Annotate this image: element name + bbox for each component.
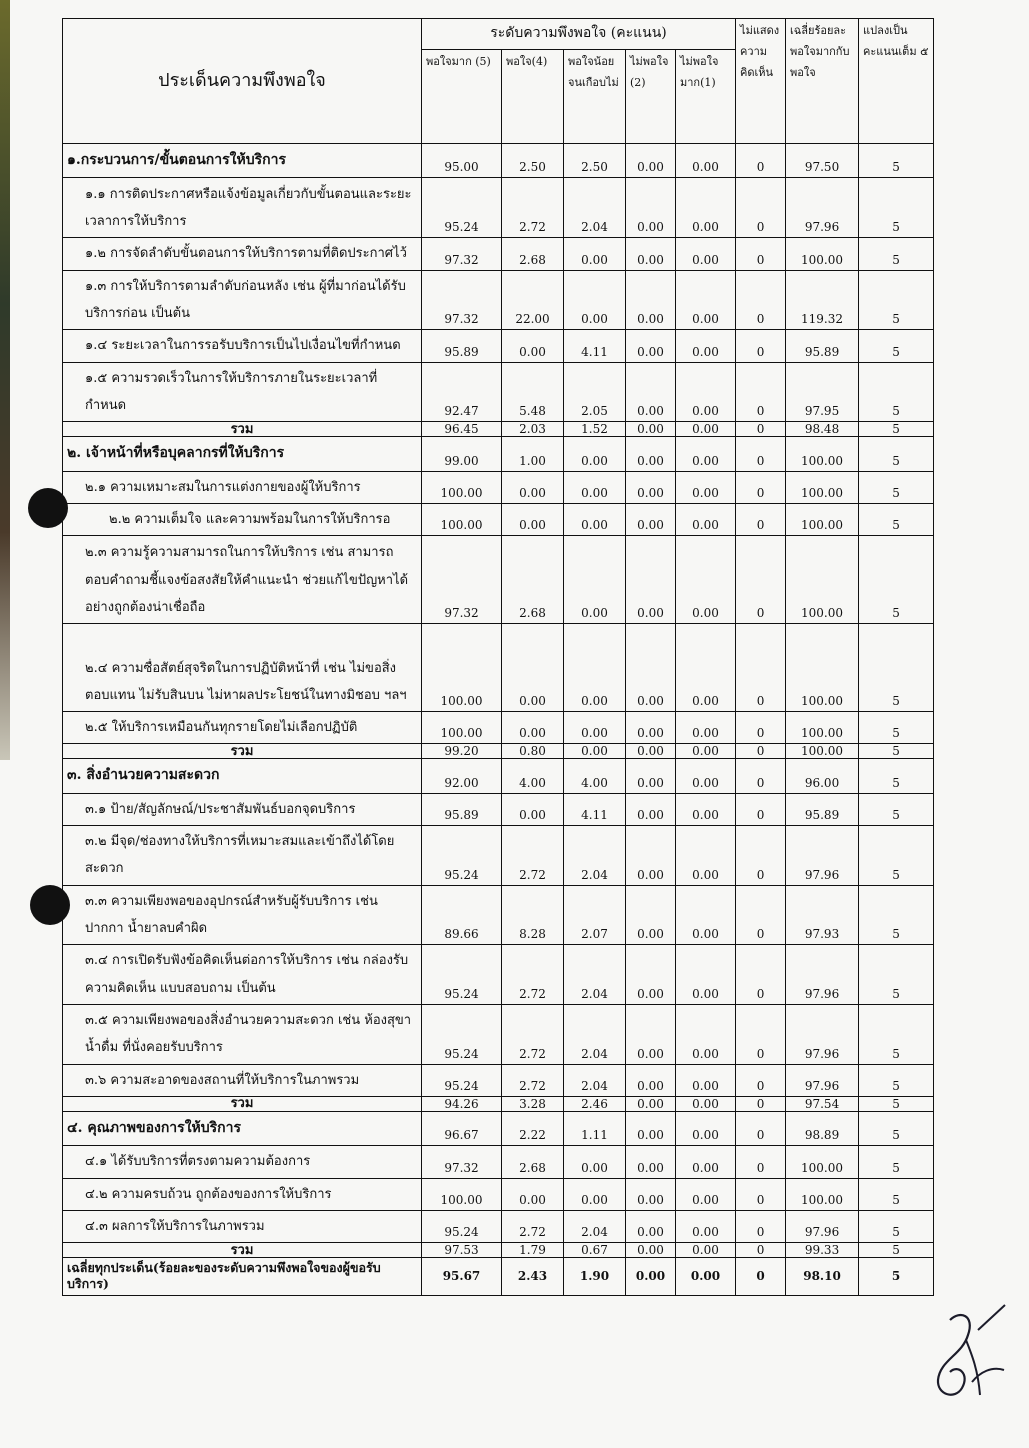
cell-score: 5 [859,945,934,1005]
cell-fair: 2.05 [564,362,626,422]
cell-very-dissatisfied: 0.00 [676,422,736,437]
table-row [63,362,934,422]
cell-satisfied: 2.50 [502,144,564,178]
header-topic: ประเด็นความพึงพอใจ [63,19,422,144]
cell-fair: 2.04 [564,1004,626,1064]
cell-dissatisfied: 0.00 [626,1064,676,1096]
cell-satisfied: 0.00 [502,624,564,712]
cell-very-dissatisfied: 0.00 [676,1064,736,1096]
cell-score: 5 [859,471,934,503]
row-topic: ๑.๔ ระยะเวลาในการรอรับบริการเป็นไปเงื่อนไขที่กำหนด [63,330,422,362]
cell-satisfied: 2.43 [502,1258,564,1296]
table-row [63,330,934,362]
table-row [63,471,934,503]
cell-no-opinion: 0 [736,362,786,422]
table-row [63,1064,934,1096]
cell-very-satisfied: 95.24 [422,1004,502,1064]
cell-satisfied: 1.00 [502,437,564,471]
cell-very-satisfied: 95.24 [422,1210,502,1242]
header-fair: พอใจน้อยจนเกือบไม่ [564,50,626,144]
cell-score: 5 [859,536,934,624]
cell-very-dissatisfied: 0.00 [676,238,736,270]
cell-fair: 1.11 [564,1111,626,1145]
table-section-row [63,144,934,178]
cell-dissatisfied: 0.00 [626,1243,676,1258]
cell-dissatisfied: 0.00 [626,144,676,178]
table-row [63,536,934,624]
cell-score: 5 [859,885,934,945]
cell-fair: 1.90 [564,1258,626,1296]
cell-very-satisfied: 95.89 [422,330,502,362]
cell-very-dissatisfied: 0.00 [676,744,736,759]
cell-very-dissatisfied: 0.00 [676,793,736,825]
table-row [63,885,934,945]
cell-very-satisfied: 95.89 [422,793,502,825]
cell-very-dissatisfied: 0.00 [676,437,736,471]
cell-satisfied: 8.28 [502,885,564,945]
table-row [63,1004,934,1064]
row-topic: รวม [63,1096,422,1111]
cell-fair: 0.67 [564,1243,626,1258]
cell-satisfied: 2.72 [502,826,564,886]
row-topic: ๓.๒ มีจุด/ช่องทางให้บริการที่เหมาะสมและเข้าถึงได้โดยสะดวก [63,826,422,886]
table-row [63,826,934,886]
cell-no-opinion: 0 [736,503,786,535]
cell-fair: 2.07 [564,885,626,945]
table-total-row [63,744,934,759]
cell-average: 119.32 [786,270,859,330]
handwritten-signature [920,1300,1010,1410]
table-row [63,1146,934,1178]
cell-dissatisfied: 0.00 [626,1210,676,1242]
cell-dissatisfied: 0.00 [626,885,676,945]
row-topic: เฉลี่ยทุกประเด็น(ร้อยละของระดับความพึงพอใจของผู้ขอรับบริการ) [63,1258,422,1296]
cell-very-satisfied: 99.00 [422,437,502,471]
cell-no-opinion: 0 [736,238,786,270]
cell-very-dissatisfied: 0.00 [676,1258,736,1296]
cell-dissatisfied: 0.00 [626,422,676,437]
cell-score: 5 [859,1210,934,1242]
row-topic: รวม [63,1243,422,1258]
cell-no-opinion: 0 [736,793,786,825]
header-no-opinion: ไม่แสดงความคิดเห็น [736,19,786,144]
cell-score: 5 [859,1096,934,1111]
cell-fair: 0.00 [564,437,626,471]
row-topic: ๒.๑ ความเหมาะสมในการแต่งกายของผู้ให้บริการ [63,471,422,503]
cell-score: 5 [859,759,934,793]
cell-dissatisfied: 0.00 [626,270,676,330]
cell-average: 97.54 [786,1096,859,1111]
cell-very-satisfied: 92.47 [422,362,502,422]
row-topic: ๔.๑ ได้รับบริการที่ตรงตามความต้องการ [63,1146,422,1178]
cell-average: 97.96 [786,1004,859,1064]
cell-no-opinion: 0 [736,1096,786,1111]
cell-fair: 2.04 [564,1064,626,1096]
cell-very-dissatisfied: 0.00 [676,178,736,238]
cell-average: 97.96 [786,826,859,886]
cell-score: 5 [859,238,934,270]
cell-average: 100.00 [786,238,859,270]
cell-fair: 0.00 [564,1146,626,1178]
row-topic: ๒.๔ ความซื่อสัตย์สุจริตในการปฏิบัติหน้าที่ เช่น ไม่ขอสิ่งตอบแทน ไม่รับสินบน ไม่หาผลประโยชน์ในทางมิชอบ ฯลฯ [63,624,422,712]
cell-no-opinion: 0 [736,624,786,712]
table-row [63,1210,934,1242]
cell-average: 97.95 [786,362,859,422]
table-row [63,238,934,270]
cell-score: 5 [859,712,934,744]
cell-fair: 2.04 [564,1210,626,1242]
cell-very-dissatisfied: 0.00 [676,362,736,422]
row-topic: ๒.๕ ให้บริการเหมือนกันทุกรายโดยไม่เลือกปฏิบัติ [63,712,422,744]
cell-no-opinion: 0 [736,178,786,238]
header-very-satisfied: พอใจมาก (5) [422,50,502,144]
header-average-percent: เฉลี่ยร้อยละพอใจมากกับพอใจ [786,19,859,144]
cell-very-satisfied: 100.00 [422,624,502,712]
table-row [63,793,934,825]
cell-satisfied: 2.72 [502,1210,564,1242]
row-topic: รวม [63,744,422,759]
cell-average: 97.96 [786,178,859,238]
cell-average: 100.00 [786,624,859,712]
cell-average: 100.00 [786,712,859,744]
cell-dissatisfied: 0.00 [626,330,676,362]
header-satisfaction-level: ระดับความพึงพอใจ (คะแนน) [422,19,736,50]
table-body [63,144,934,1296]
cell-fair: 0.00 [564,712,626,744]
row-topic: ๑.๕ ความรวดเร็วในการให้บริการภายในระยะเวลาที่กำหนด [63,362,422,422]
row-topic: ๑.๓ การให้บริการตามลำดับก่อนหลัง เช่น ผู้ที่มาก่อนได้รับบริการก่อน เป็นต้น [63,270,422,330]
cell-average: 100.00 [786,503,859,535]
cell-dissatisfied: 0.00 [626,744,676,759]
cell-fair: 0.00 [564,624,626,712]
cell-average: 95.89 [786,330,859,362]
cell-very-dissatisfied: 0.00 [676,536,736,624]
row-topic: ๑.กระบวนการ/ขั้นตอนการให้บริการ [63,144,422,178]
cell-fair: 2.50 [564,144,626,178]
cell-dissatisfied: 0.00 [626,793,676,825]
cell-dissatisfied: 0.00 [626,1258,676,1296]
table-total-row [63,1096,934,1111]
cell-no-opinion: 0 [736,826,786,886]
cell-satisfied: 5.48 [502,362,564,422]
cell-very-dissatisfied: 0.00 [676,885,736,945]
cell-fair: 2.04 [564,826,626,886]
cell-no-opinion: 0 [736,270,786,330]
cell-very-dissatisfied: 0.00 [676,1146,736,1178]
header-very-dissatisfied: ไม่พอใจมาก(1) [676,50,736,144]
cell-fair: 2.46 [564,1096,626,1111]
cell-average: 95.89 [786,793,859,825]
row-topic: ๓.๔ การเปิดรับฟังข้อคิดเห็นต่อการให้บริการ เช่น กล่องรับความคิดเห็น แบบสอบถาม เป็นต้น [63,945,422,1005]
cell-very-satisfied: 96.45 [422,422,502,437]
cell-no-opinion: 0 [736,759,786,793]
cell-score: 5 [859,270,934,330]
cell-no-opinion: 0 [736,1243,786,1258]
cell-very-satisfied: 89.66 [422,885,502,945]
cell-very-dissatisfied: 0.00 [676,330,736,362]
row-topic: ๔.๓ ผลการให้บริการในภาพรวม [63,1210,422,1242]
cell-average: 97.96 [786,1210,859,1242]
cell-fair: 0.00 [564,270,626,330]
cell-average: 100.00 [786,1146,859,1178]
cell-very-satisfied: 99.20 [422,744,502,759]
cell-very-satisfied: 95.00 [422,144,502,178]
cell-very-satisfied: 95.24 [422,945,502,1005]
cell-very-satisfied: 97.32 [422,270,502,330]
cell-fair: 0.00 [564,744,626,759]
cell-very-dissatisfied: 0.00 [676,759,736,793]
cell-fair: 0.00 [564,1178,626,1210]
satisfaction-table [62,18,934,1296]
cell-satisfied: 0.00 [502,1178,564,1210]
cell-no-opinion: 0 [736,1064,786,1096]
cell-very-dissatisfied: 0.00 [676,712,736,744]
row-topic: ๓.๓ ความเพียงพอของอุปกรณ์สำหรับผู้รับบริการ เช่น ปากกา น้ำยาลบคำผิด [63,885,422,945]
cell-very-satisfied: 100.00 [422,712,502,744]
cell-dissatisfied: 0.00 [626,826,676,886]
cell-average: 97.50 [786,144,859,178]
cell-fair: 0.00 [564,471,626,503]
header-dissatisfied: ไม่พอใจ (2) [626,50,676,144]
cell-average: 99.33 [786,1243,859,1258]
cell-very-satisfied: 97.53 [422,1243,502,1258]
row-topic: ๒. เจ้าหน้าที่หรือบุคลากรที่ให้บริการ [63,437,422,471]
cell-average: 98.10 [786,1258,859,1296]
cell-average: 100.00 [786,744,859,759]
cell-score: 5 [859,178,934,238]
cell-no-opinion: 0 [736,471,786,503]
row-topic: ๓. สิ่งอำนวยความสะดวก [63,759,422,793]
table-row [63,1178,934,1210]
cell-fair: 2.04 [564,178,626,238]
cell-very-dissatisfied: 0.00 [676,1178,736,1210]
cell-score: 5 [859,1258,934,1296]
cell-satisfied: 2.22 [502,1111,564,1145]
table-row [63,945,934,1005]
cell-fair: 1.52 [564,422,626,437]
cell-satisfied: 0.00 [502,712,564,744]
row-topic: ๑.๑ การติดประกาศหรือแจ้งข้อมูลเกี่ยวกับขั้นตอนและระยะเวลาการให้บริการ [63,178,422,238]
cell-very-satisfied: 96.67 [422,1111,502,1145]
cell-no-opinion: 0 [736,1178,786,1210]
cell-very-dissatisfied: 0.00 [676,144,736,178]
table-row [63,178,934,238]
cell-fair: 4.11 [564,793,626,825]
cell-no-opinion: 0 [736,885,786,945]
cell-satisfied: 2.72 [502,945,564,1005]
row-topic: ๔. คุณภาพของการให้บริการ [63,1111,422,1145]
cell-score: 5 [859,1178,934,1210]
cell-no-opinion: 0 [736,1258,786,1296]
cell-very-dissatisfied: 0.00 [676,826,736,886]
cell-very-satisfied: 95.24 [422,826,502,886]
scan-edge-stripe [0,0,10,760]
cell-average: 98.48 [786,422,859,437]
cell-satisfied: 2.03 [502,422,564,437]
cell-very-dissatisfied: 0.00 [676,1111,736,1145]
cell-dissatisfied: 0.00 [626,362,676,422]
cell-satisfied: 2.72 [502,1004,564,1064]
cell-satisfied: 22.00 [502,270,564,330]
cell-no-opinion: 0 [736,1004,786,1064]
cell-very-dissatisfied: 0.00 [676,945,736,1005]
table-total-row [63,1243,934,1258]
cell-average: 100.00 [786,1178,859,1210]
cell-no-opinion: 0 [736,144,786,178]
cell-no-opinion: 0 [736,744,786,759]
cell-score: 5 [859,422,934,437]
cell-satisfied: 2.72 [502,1064,564,1096]
cell-very-satisfied: 100.00 [422,503,502,535]
row-topic: รวม [63,422,422,437]
cell-very-satisfied: 94.26 [422,1096,502,1111]
cell-score: 5 [859,1111,934,1145]
row-topic: ๓.๑ ป้าย/สัญลักษณ์/ประชาสัมพันธ์บอกจุดบริการ [63,793,422,825]
cell-very-dissatisfied: 0.00 [676,1004,736,1064]
cell-no-opinion: 0 [736,330,786,362]
cell-dissatisfied: 0.00 [626,437,676,471]
cell-dissatisfied: 0.00 [626,712,676,744]
table-overall-row [63,1258,934,1296]
cell-dissatisfied: 0.00 [626,945,676,1005]
cell-no-opinion: 0 [736,945,786,1005]
cell-score: 5 [859,437,934,471]
cell-satisfied: 2.72 [502,178,564,238]
cell-no-opinion: 0 [736,437,786,471]
cell-score: 5 [859,362,934,422]
cell-fair: 0.00 [564,503,626,535]
cell-satisfied: 0.00 [502,471,564,503]
cell-dissatisfied: 0.00 [626,624,676,712]
table-row [63,712,934,744]
cell-fair: 2.04 [564,945,626,1005]
cell-very-satisfied: 97.32 [422,536,502,624]
cell-very-satisfied: 100.00 [422,1178,502,1210]
cell-average: 100.00 [786,437,859,471]
row-topic: ๒.๒ ความเต็มใจ และความพร้อมในการให้บริการอ [63,503,422,535]
table-total-row [63,422,934,437]
header-score-5: แปลงเป็นคะแนนเต็ม ๕ [859,19,934,144]
cell-very-dissatisfied: 0.00 [676,270,736,330]
cell-score: 5 [859,1146,934,1178]
table-row [63,270,934,330]
table-row [63,624,934,712]
header-satisfied: พอใจ(4) [502,50,564,144]
table-row [63,503,934,535]
cell-average: 97.96 [786,945,859,1005]
cell-score: 5 [859,144,934,178]
cell-score: 5 [859,744,934,759]
row-topic: ๓.๖ ความสะอาดของสถานที่ให้บริการในภาพรวม [63,1064,422,1096]
cell-dissatisfied: 0.00 [626,178,676,238]
cell-very-dissatisfied: 0.00 [676,624,736,712]
cell-no-opinion: 0 [736,1210,786,1242]
cell-dissatisfied: 0.00 [626,759,676,793]
cell-satisfied: 0.00 [502,793,564,825]
cell-average: 100.00 [786,536,859,624]
cell-very-satisfied: 95.67 [422,1258,502,1296]
cell-very-dissatisfied: 0.00 [676,1210,736,1242]
cell-very-satisfied: 92.00 [422,759,502,793]
cell-satisfied: 2.68 [502,536,564,624]
cell-average: 97.96 [786,1064,859,1096]
cell-dissatisfied: 0.00 [626,536,676,624]
cell-score: 5 [859,1064,934,1096]
cell-fair: 4.00 [564,759,626,793]
cell-satisfied: 2.68 [502,1146,564,1178]
cell-score: 5 [859,1004,934,1064]
cell-satisfied: 1.79 [502,1243,564,1258]
cell-score: 5 [859,624,934,712]
table-section-row [63,1111,934,1145]
cell-satisfied: 0.80 [502,744,564,759]
cell-very-satisfied: 97.32 [422,1146,502,1178]
cell-score: 5 [859,793,934,825]
cell-dissatisfied: 0.00 [626,1096,676,1111]
table-section-row [63,759,934,793]
cell-average: 100.00 [786,471,859,503]
cell-dissatisfied: 0.00 [626,1146,676,1178]
cell-satisfied: 4.00 [502,759,564,793]
cell-satisfied: 2.68 [502,238,564,270]
cell-score: 5 [859,1243,934,1258]
cell-very-dissatisfied: 0.00 [676,503,736,535]
table-section-row [63,437,934,471]
cell-very-satisfied: 95.24 [422,1064,502,1096]
cell-fair: 0.00 [564,536,626,624]
cell-score: 5 [859,503,934,535]
cell-very-satisfied: 97.32 [422,238,502,270]
cell-no-opinion: 0 [736,1111,786,1145]
cell-dissatisfied: 0.00 [626,238,676,270]
cell-very-satisfied: 95.24 [422,178,502,238]
cell-no-opinion: 0 [736,712,786,744]
cell-dissatisfied: 0.00 [626,503,676,535]
cell-score: 5 [859,826,934,886]
cell-average: 98.89 [786,1111,859,1145]
cell-score: 5 [859,330,934,362]
cell-very-satisfied: 100.00 [422,471,502,503]
cell-very-dissatisfied: 0.00 [676,1096,736,1111]
row-topic: ๑.๒ การจัดลำดับขั้นตอนการให้บริการตามที่ติดประกาศไว้ [63,238,422,270]
row-topic: ๒.๓ ความรู้ความสามารถในการให้บริการ เช่น สามารถตอบคำถามชี้แจงข้อสงสัยให้คำแนะนำ ช่วยแก้ไขปัญหาได้อย่างถูกต้องน่าเชื่อถือ [63,536,422,624]
cell-no-opinion: 0 [736,422,786,437]
cell-satisfied: 0.00 [502,503,564,535]
cell-satisfied: 0.00 [502,330,564,362]
row-topic: ๔.๒ ความครบถ้วน ถูกต้องของการให้บริการ [63,1178,422,1210]
cell-no-opinion: 0 [736,1146,786,1178]
cell-dissatisfied: 0.00 [626,1004,676,1064]
cell-no-opinion: 0 [736,536,786,624]
cell-dissatisfied: 0.00 [626,1111,676,1145]
cell-dissatisfied: 0.00 [626,471,676,503]
row-topic: ๓.๕ ความเพียงพอของสิ่งอำนวยความสะดวก เช่น ห้องสุขา น้ำดื่ม ที่นั่งคอยรับบริการ [63,1004,422,1064]
cell-fair: 4.11 [564,330,626,362]
cell-satisfied: 3.28 [502,1096,564,1111]
cell-average: 96.00 [786,759,859,793]
cell-dissatisfied: 0.00 [626,1178,676,1210]
cell-very-dissatisfied: 0.00 [676,471,736,503]
cell-very-dissatisfied: 0.00 [676,1243,736,1258]
cell-average: 97.93 [786,885,859,945]
cell-fair: 0.00 [564,238,626,270]
